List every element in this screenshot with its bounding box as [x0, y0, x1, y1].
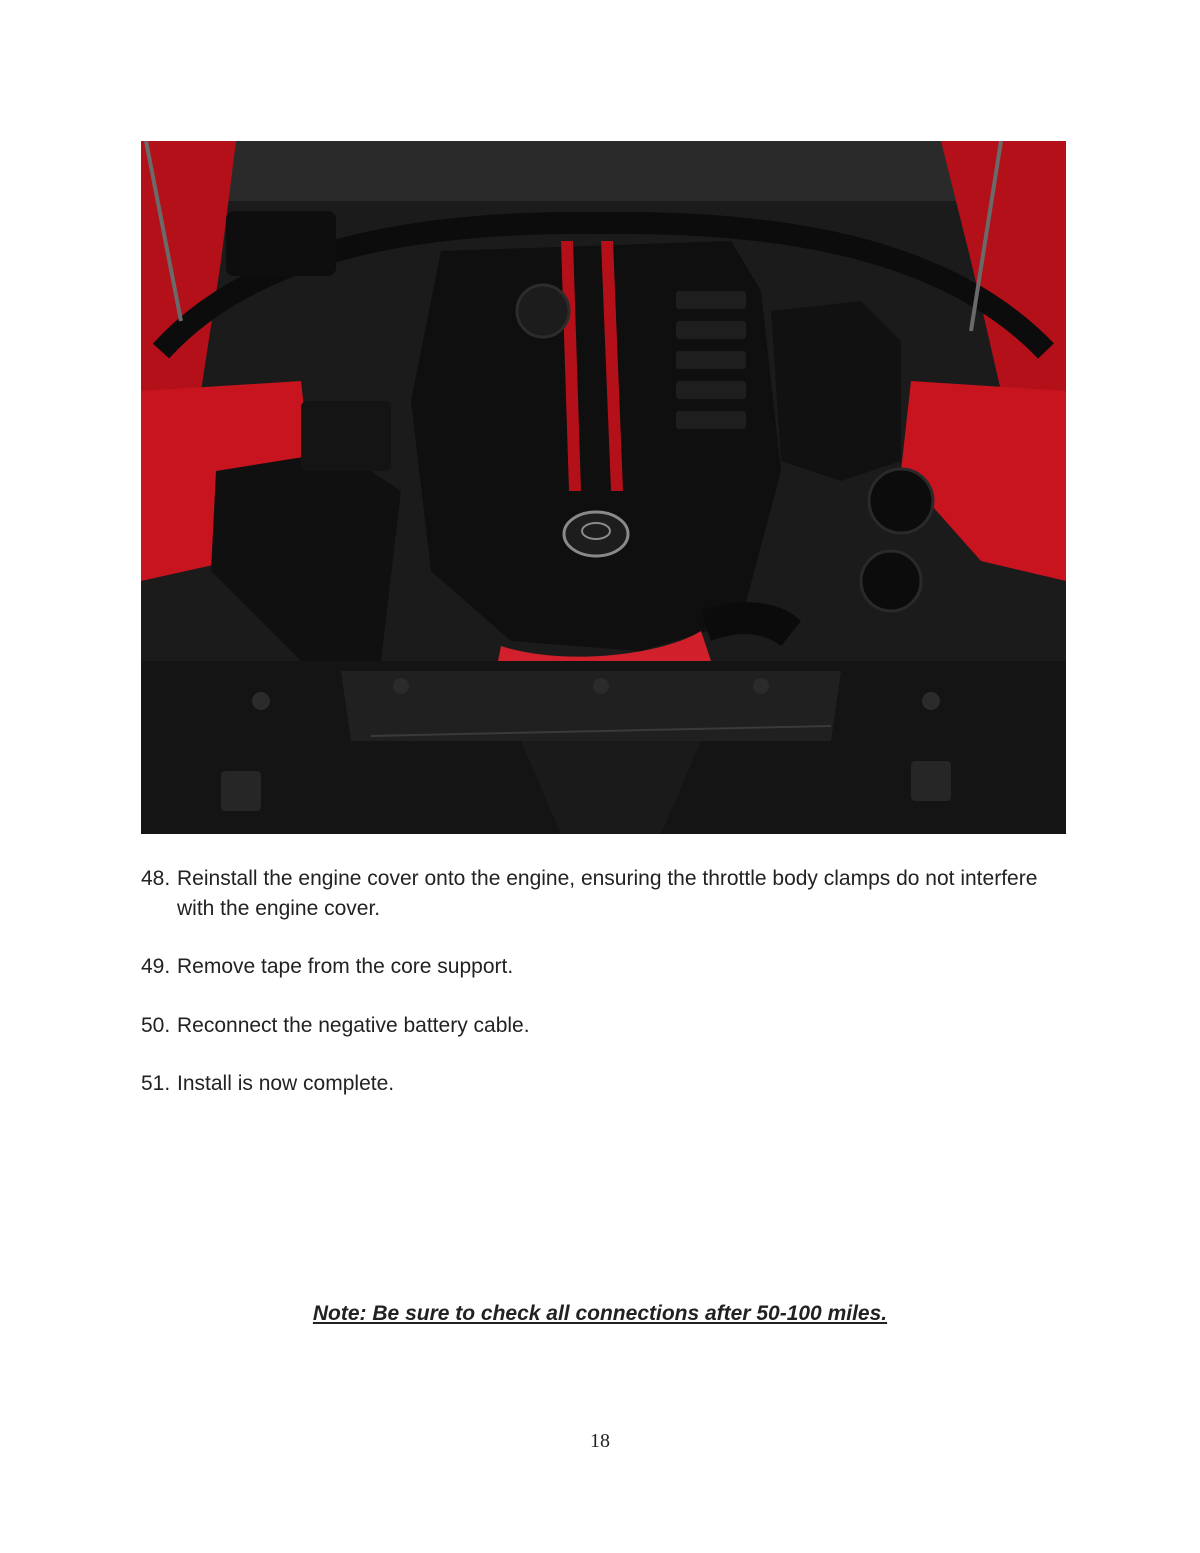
step-text: Reinstall the engine cover onto the engine, ensuring the throttle body clamps do not interfere with the engine cover.	[177, 867, 1038, 920]
step-number: 50.	[141, 1014, 171, 1037]
step-49	[141, 952, 513, 982]
page-number: 18	[590, 1430, 610, 1452]
step-text: Reconnect the negative battery cable.	[177, 1014, 530, 1037]
step-number: 51.	[141, 1072, 171, 1095]
engine-bay-illustration	[141, 141, 1066, 834]
oil-cap	[517, 285, 569, 337]
reservoir-cap	[869, 469, 933, 533]
step-number: 48.	[141, 867, 171, 890]
step-51	[141, 1069, 394, 1099]
step-text: Install is now complete.	[177, 1072, 395, 1095]
step-50	[141, 1011, 530, 1041]
safety-note: Note: Be sure to check all connections after 50-100 miles.	[312, 1302, 888, 1325]
step-48	[141, 864, 1041, 924]
fuse-box	[771, 301, 901, 481]
logo-emblem	[564, 512, 628, 556]
engine-bay-photo	[141, 141, 1066, 834]
step-number: 49.	[141, 955, 171, 978]
step-text: Remove tape from the core support.	[177, 955, 514, 978]
